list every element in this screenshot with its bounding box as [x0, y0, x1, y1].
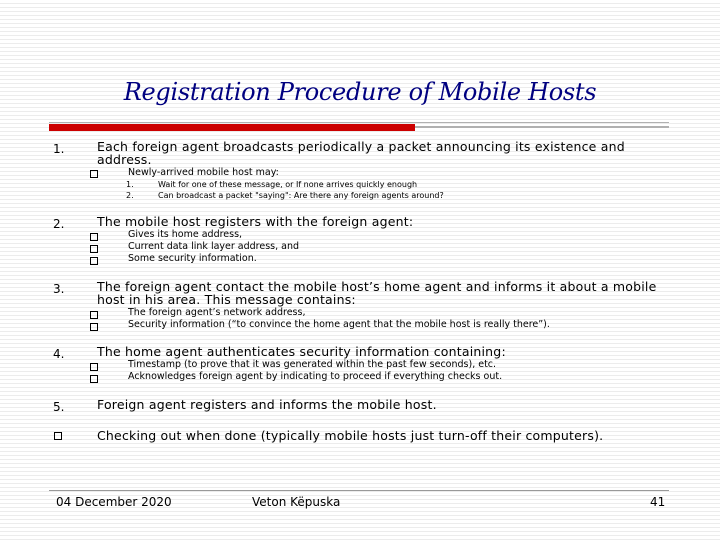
item-text: host in his area. This message contains: — [97, 291, 356, 307]
subsub-item: Can broadcast a packet "saying": Are there any foreign agents around? — [158, 191, 444, 200]
list-item — [97, 141, 677, 166]
bullet-icon — [90, 311, 98, 319]
bullet-icon — [90, 257, 98, 265]
item-text: The home agent authenticates security information containing: — [97, 344, 506, 359]
item-marker: 3. — [53, 282, 65, 296]
sub-item: Some security information. — [128, 253, 257, 264]
sub-item: Acknowledges foreign agent by indicating to proceed if everything checks out. — [128, 371, 503, 382]
bullet-icon — [90, 245, 98, 253]
sub-item: Newly-arrived mobile host may: — [128, 167, 279, 178]
slide-title: Registration Procedure of Mobile Hosts — [123, 78, 597, 106]
subsub-marker: 1. — [126, 180, 134, 189]
item-marker: 4. — [53, 347, 65, 361]
sub-item: Security information (“to convince the home agent that the mobile host is really there”). — [128, 319, 550, 330]
item-text: Foreign agent registers and informs the mobile host. — [97, 397, 437, 412]
footer-divider — [49, 490, 669, 491]
bullet-icon — [90, 170, 98, 178]
item-marker: 1. — [53, 142, 65, 156]
title-divider — [415, 126, 669, 128]
item-marker: 2. — [53, 217, 65, 231]
bullet-icon — [90, 323, 98, 331]
sub-item: Current data link layer address, and — [128, 241, 300, 252]
list-item — [97, 281, 687, 306]
bullet-icon — [90, 363, 98, 371]
bullet-icon — [54, 432, 62, 440]
footer-date: 04 December 2020 — [56, 495, 172, 509]
item-text: Each foreign agent broadcasts periodically a packet announcing its existence and — [97, 139, 625, 154]
sub-item: The foreign agent’s network address, — [128, 307, 306, 318]
subsub-marker: 2. — [126, 191, 134, 200]
footer-author: Veton Këpuska — [252, 495, 341, 509]
item-text: The mobile host registers with the foreign agent: — [97, 214, 414, 229]
item-marker: 5. — [53, 400, 65, 414]
item-text: address. — [97, 151, 152, 167]
bullet-icon — [90, 233, 98, 241]
title-underline — [49, 122, 669, 123]
title-accent-bar — [49, 124, 415, 131]
item-text: Checking out when done (typically mobile hosts just turn-off their computers). — [97, 428, 604, 443]
bullet-icon — [90, 375, 98, 383]
page-number: 41 — [650, 495, 666, 509]
item-text: The foreign agent contact the mobile host’s home agent and informs it about a mobile — [97, 279, 657, 294]
subsub-item: Wait for one of these message, or If none arrives quickly enough — [158, 180, 418, 189]
sub-item: Gives its home address, — [128, 229, 243, 240]
sub-item: Timestamp (to prove that it was generated within the past few seconds), etc. — [128, 359, 497, 370]
